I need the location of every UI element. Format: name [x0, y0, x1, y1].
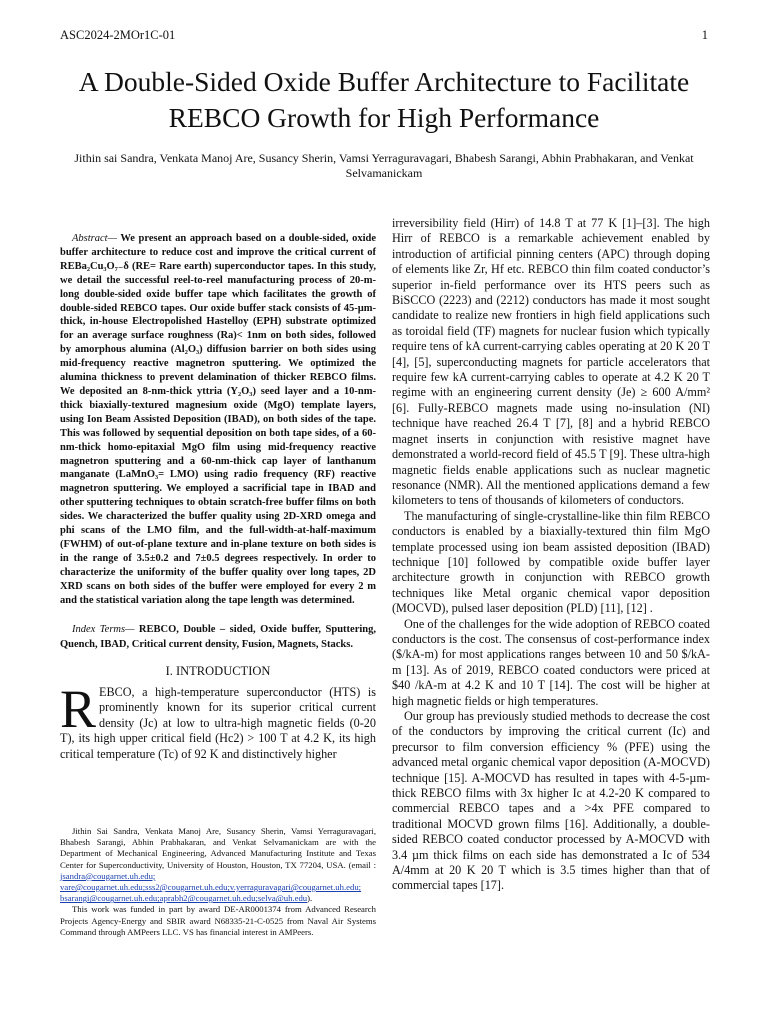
- index-terms-lead: Index Terms—: [72, 624, 135, 636]
- paper-title: A Double-Sided Oxide Buffer Architecture to Facilitate REBCO Growth for High Performance: [78, 66, 690, 133]
- abstract-text: We present an approach based on a double-sided, oxide buffer architecture to reduce cost and improve the critical current of REBa₂Cu₃O₇₋δ (RE= Rare earth) superconductor tapes. In this study, we detail the successful reel-to-reel manufacturing process of 20-m-long double-sided oxide buffer tape which facilitates the growth of double-sided REBCO tapes. Our oxide buffer stack consists of 45-µm-thick, in-house Electropolished Hastelloy (EPH) substrate optimized for an average surface roughness (Ra)< 1nm on both sides, followed by amorphous alumina (Al₂O₃) diffusion barrier on both sides using mid-frequency reactive magnetron sputtering. We optimized the alumina thickness to prevent delamination of thicker REBCO films. We deposited an 8-nm-thick yttria (Y₂O₃) seed layer and a 10-nm-thick biaxially-textured magnesium oxide (MgO) template layers, using Ion Beam Assisted Deposition (IBAD), on both sides of the tape. This was followed by sequential deposition on both tape sides, of a 60-nm-thick homo-epitaxial MgO film using mid-frequency reactive magnetron sputtering and a 60-nm-thick cap layer of lanthanum manganate (LaMnO₃= LMO) using radio frequency (RF) reactive magnetron sputtering. We employed a sacrificial tape in IBAD and other sputtering techniques to obtain scratch-free buffer films on both sides. We characterized the buffer quality using 2D-XRD omega and phi scans of the LMO film, and the full-width-at-half-maximum (FWHM) of out-of-plane texture and in-plane texture on both sides is in the range of 3.5±0.2 and 7±0.5 degrees respectively. In order to characterize the uniformity of the buffer quality over long tapes, 2D XRD scans on both sides of the buffer were employed for every 2 m and the statistical variation along the tape length was determined.: [60, 233, 376, 606]
- body-paragraph-4: Our group has previously studied methods to decrease the cost of the conductors by improving the critical current (Ic) and precursor to film conversion efficiency % (PFE) using the advanced metal organic chemical vapor deposition (A-MOCVD) technique [15]. A-MOCVD has resulted in tapes with 4-5-µm-thick REBCO films with 3x higher Ic at 4.2-20 K compared to commercial REBCO tapes and a >4x PFE compared to traditional MOCVD grown films [16]. Additionally, a double-sided REBCO coated conductor processed by A-MOCVD with 3.4 µm thick films on each side has demonstrated a Ic of 534 A/4mm at 20 K 20 T which is 3.5 times higher than that of commercial tapes [17].: [392, 709, 710, 893]
- footnote-affiliation-end: ).: [307, 893, 313, 904]
- body-paragraph-1: irreversibility field (Hirr) of 14.8 T at 77 K [1]–[3]. The high Hirr of REBCO is a remarkable achievement enabled by introduction of artificial pinning centers (APC) through doping of elements like Zr, Hf etc. REBCO thin film coated conductor’s superior in-field performance over its HTS peers such as BiSCCO (2223) and (2212) conductors has made it most sought candidate to realize new frontiers in high field applications such as toroidal field (TF) magnets for nuclear fusion which typically require tens of kA current-carrying cables operating at 20 K 20 T [4], [5], superconducting magnets for particle accelerators that require few kA current-carrying cables to operate at 4.2 K 20 T regime with an engineering current density (Je) ≥ 600 A/mm² [6]. Fully-REBCO magnets made using no-insulation (NI) technique have reached 26.4 T [7], [8] and a hybrid REBCO magnet inserts in conjunction with resistive magnet have demonstrated a world-record field of 45.5 T [9]. These ultra-high magnetic fields enable applications such as nuclear magnetic resonance (NMR). All the mentioned applications demand a few kilometers to tens of thousands of kilometers of conductors.: [392, 216, 710, 508]
- email-links[interactable]: jsandra@cougarnet.uh.edu; vare@cougarnet.uh.edu;sss2@cougarnet.uh.edu;v.yerraguravagari@cougarnet.uh.edu; bsarangi@cougarnet.uh.edu;aprabh2@cougarnet.uh.edu;selva@uh.edu: [60, 870, 362, 904]
- intro-paragraph-text: EBCO, a high-temperature superconductor (HTS) is prominently known for its superior critical current density (Jc) at low to ultra-high magnetic fields (0-20 T), its high upper critical field (Hc2) > 100 T at 4.2 K, its high critical temperature (Tc) of 92 K and distinctively higher: [60, 684, 376, 761]
- footnote-funding: This work was funded in part by award DE-AR0001374 from Advanced Research Projects Agency-Energy and SBIR award N68335-21-C-0525 from Naval Air Systems Command through AMPeers LLC. VS has financial interest in AMPeers.: [60, 904, 376, 937]
- affiliation-footnote: [60, 826, 376, 938]
- drop-cap: R: [60, 678, 97, 739]
- author-list: Jithin sai Sandra, Venkata Manoj Are, Susancy Sherin, Vamsi Yerraguravagari, Bhabesh Sarangi, Abhin Prabhakaran, and Venkat Selvamanickam: [74, 151, 694, 180]
- right-column: [392, 216, 710, 894]
- index-terms-text: REBCO, Double – sided, Oxide buffer, Sputtering, Quench, IBAD, Critical current density, Fusion, Magnets, Stacks.: [60, 624, 376, 650]
- page-number: 1: [701, 28, 708, 42]
- abstract: [60, 232, 376, 607]
- running-header-code: ASC2024-2MOr1C-01: [60, 28, 176, 42]
- footnote-affiliation: [60, 826, 376, 904]
- section-heading-introduction: I. INTRODUCTION: [165, 663, 271, 678]
- index-terms: [60, 623, 376, 651]
- intro-paragraph: [60, 678, 376, 762]
- body-paragraph-2: The manufacturing of single-crystalline-like thin film REBCO conductors is enabled by a biaxially-textured thin film MgO template processed using ion beam assisted deposition (IBAD) technique [10] followed by compatible oxide buffer layer architecture growth in conjunction with REBCO growth techniques like Metal organic chemical vapor deposition (MOCVD), pulsed laser deposition (PLD) [11], [12] .: [392, 508, 710, 616]
- body-paragraph-3: One of the challenges for the wide adoption of REBCO coated conductors is the cost. The consensus of cost-performance index ($/kA-m) for most applications ranges between 10 and 50 $/kA-m [13]. As of 2019, REBCO coated conductors were priced at $40 /kA-m at 4.2 K and 10 T [14]. The cost will be higher at high magnetic fields or high temperatures.: [392, 616, 710, 708]
- abstract-lead: Abstract—: [72, 233, 117, 244]
- footnote-affiliation-text: Jithin Sai Sandra, Venkata Manoj Are, Susancy Sherin, Vamsi Yerraguravagari, Bhabesh Sarangi, Abhin Prabhakaran, and Venkat Selvamanickam are with the Department of Mechanical Engineering, Advanced Manufacturing Institute and Texas Center for Superconductivity, University of Houston, Houston, TX 77204, USA. (email :: [60, 826, 376, 870]
- left-column: [60, 232, 376, 762]
